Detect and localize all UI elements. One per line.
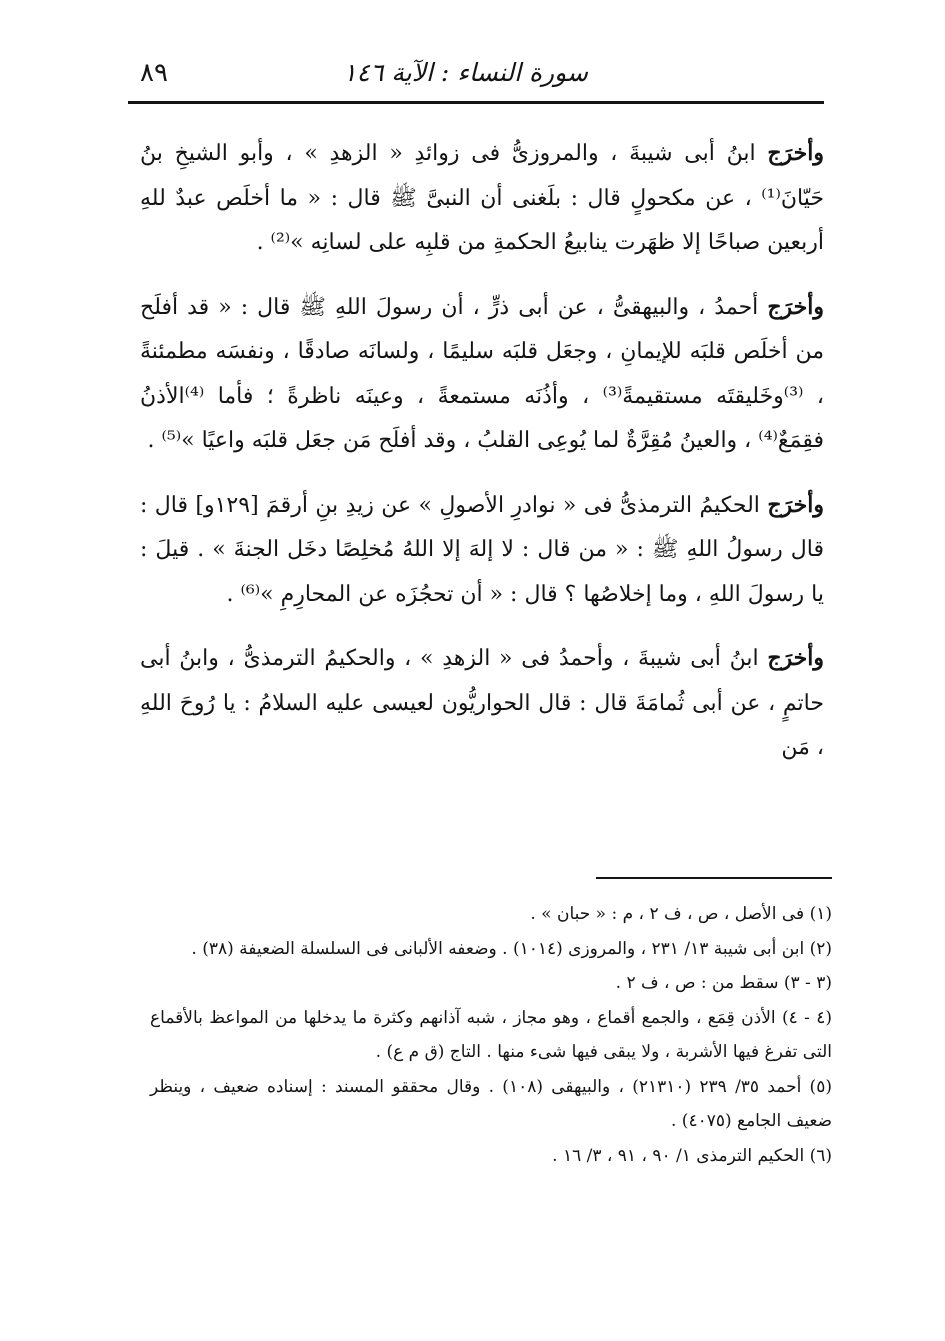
paragraph-text: ابنُ أبى شيبةَ ، وأحمدُ فى « الزهدِ » ، والحكيمُ الترمذىُّ ، وابنُ أبى حاتمٍ ، عن أبى ثُمامَةَ قال : قال الحواريُّون لعيسى عليه السلامُ : يا رُوحَ اللهِ ، مَن [140,646,824,760]
footnote-6: (٦) الحكيم الترمذى ١/ ٩٠ ، ٩١ ، ٣/ ١٦ . [552,1145,832,1166]
page-number: ٨٩ [140,58,168,88]
footnote-5: (٥) أحمد ٣٥/ ٢٣٩ (٢١٣١٠) ، والبيهقى (١٠٨) . وقال محققو المسند : إسناده ضعيف ، وينظر ضعيف الجامع (٤٠٧٥) . [150,1076,832,1131]
footnote-3: (٣ - ٣) سقط من : ص ، ف ٢ . [615,973,832,993]
footnote-separator [596,877,832,879]
paragraph-lead: وأخرَج [767,140,824,166]
paragraph-text: ابنُ أبى شيبةَ ، والمروزىُّ فى زوائدِ « الزهدِ » ، وأبو الشيخِ بنُ حَيّانَ⁽¹⁾ ، عن مكحولٍ قال : بلَغنى أن النبىَّ ﷺ قال : « ما أخلَص عبدٌ للهِ أربعين صباحًا إلا ظهَرت ينابيعُ الحكمةِ من قلبِه على لسانِه »⁽²⁾ . [140,141,824,255]
footnotes [150,897,832,1173]
paragraph-text: الحكيمُ الترمذىُّ فى « نوادرِ الأصولِ » عن زيدِ بنِ أرقمَ [١٢٩و] قال : قال رسولُ اللهِ ﷺ : « من قال : لا إلهَ إلا اللهُ مُخلِصًا دخَل الجنةَ » . قيلَ : يا رسولَ اللهِ ، وما إخلاصُها ؟ قال : « أن تحجُزَه عن المحارِمِ »⁽⁶⁾ . [140,492,824,607]
paragraph-1 [140,131,824,266]
paragraph-text: أحمدُ ، والبيهقىُّ ، عن أبى ذرٍّ ، أن رسولَ اللهِ ﷺ قال : « قد أفلَح من أخلَص قلبَه للإيمانِ ، وجعَل قلبَه سليمًا ، ولسانَه صادقًا ، ونفسَه مطمئنةً ، ⁽³⁾وخَليقتَه مستقيمةً⁽³⁾ ، وأذُنَه مستمعةً ، وعينَه ناظرةً ؛ فأما ⁽⁴⁾الأذنُ فقِمَعٌ⁽⁴⁾ ، والعينُ مُقِرَّةٌ لما يُوعِى القلبُ ، وقد أفلَح مَن جعَل قلبَه واعيًا »⁽⁵⁾ . [140,294,824,453]
paragraph-4 [140,636,824,771]
footnote-1: (١) فى الأصل ، ص ، ف ٢ ، م : « حبان » . [530,904,832,924]
footnote-2: (٢) ابن أبى شيبة ١٣/ ٢٣١ ، والمروزى (١٠١٤) . وضعفه الألبانى فى السلسلة الضعيفة (٣٨) . [191,938,832,959]
paragraph-lead: وأخرَج [767,293,824,320]
header-rule [128,101,824,104]
paragraph-3 [140,483,824,618]
paragraph-lead: وأخرَج [767,491,824,518]
paragraph-2 [140,285,824,464]
page-header [128,58,824,98]
paragraph-lead: وأخرَج [767,645,825,671]
running-title: سورة النساء : الآية ١٤٦ [343,58,588,87]
main-text [140,131,824,790]
footnote-4: (٤ - ٤) الأذن قِمَع ، والجمع أقماع ، وهو مجاز ، شبه آذانهم وكثرة ما يدخلها من المواعظ بالأقماع التى تفرغ فيها الأشربة ، ولا يبقى فيها شىء منها . التاج (ق م ع) . [150,1007,832,1062]
